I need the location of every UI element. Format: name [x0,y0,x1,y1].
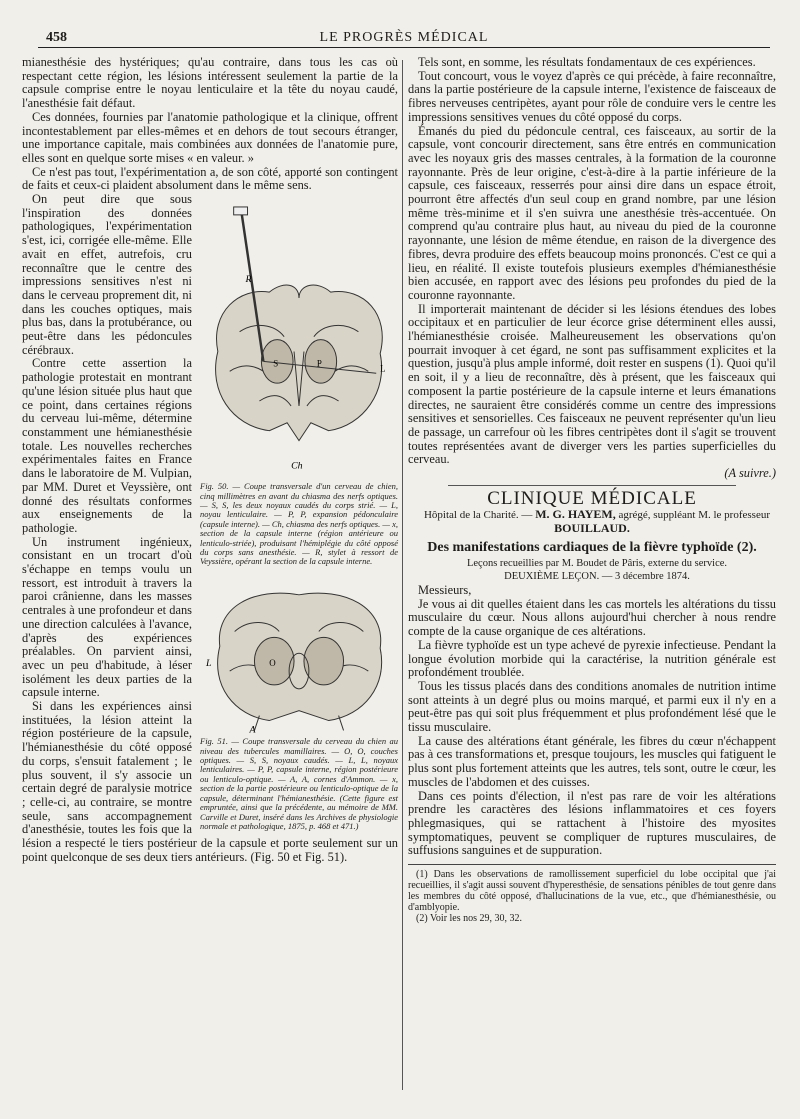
left-paragraph: On peut dire que sous l'inspiration des données pathologiques, l'expérimentation s'est, ici, corrigée elle-même. Elle avait en effet, autrefois, cru reconnaître que le centre des impressions sensitives n'est ni dans le cerveau proprement dit, ni dans les couches optiques, mais plus bas, dans la protubérance, ou peut-être dans les pédoncules cérébraux. [22,192,192,357]
figure-50 [200,203,398,567]
to-be-continued: (A suivre.) [724,466,776,481]
column-separator [402,60,403,1090]
left-paragraph: Si dans les expériences ainsi instituées, la lésion atteint la région postérieure de la capsule, l'hémianesthésie du côté opposé du corps, s'ensuit fatalement ; le plus souvent, il s'y associe un certain degré de paralysie motrice ; celle-ci, au contraire, se montre seule, sans accompagnement d'anesthésie, toutes les fois que la lésion a respecté le tiers postérieur de la capsule et porte seulement sur un point quelconque de ses deux tiers antérieurs. (Fig. 50 et Fig. 51). [22,699,398,864]
left-paragraph: Ces données, fournies par l'anatomie pathologique et la clinique, offrent incontestablement par elles-mêmes et en dehors de tout secours étranger, une importance capitale, mais combinées aux données de l'anatomie pure, elles sont en quelque sorte mises « en valeur. » [22,109,398,165]
footnote: (2) Voir les nos 29, 30, 32. [416,913,523,925]
label-a: A [249,724,256,736]
professor-name: BOUILLAUD. [554,521,630,536]
physician-name: M. G. HAYEM, [535,506,616,521]
lesson-date: DEUXIÈME LEÇON. — 3 décembre 1874. [504,571,690,583]
lesson-paragraph: La fièvre typhoïde est un type achevé de pyrexie infectieuse. Pendant la longue évolution morbide qui la caractérise, la nutrition générale est profondément troublée. [408,637,776,680]
right-paragraph: Tout concourt, vous le voyez d'après ce qui précède, à faire reconnaître, dans la partie postérieure de la capsule interne, l'existence de faisceaux de fibres nerveuses centripètes, ayant pour rôle de conduire vers le centre les impressions sensitives venues du côté opposé du corps. [408,68,776,124]
running-header [38,26,770,48]
lesson-paragraph: Tous les tissus placés dans des conditions anomales de nutrition intime sont atteints à un degré plus ou moins marqué, et parmi eux il n'y en a peut-être pas qui soit plus fréquemment et plus profondément lésé que le tissu musculaire. [408,678,776,735]
label-s: S [273,358,279,369]
lesson-paragraph: Je vous ai dit quelles étaient dans les cas mortels les altérations du tissu musculaire du cœur. Nous allons aujourd'hui chercher à nous rendre compte de la cause organique de ces altérations. [408,596,776,639]
right-paragraph: Tels sont, en somme, les résultats fondamentaux de ces expériences. [418,55,756,69]
right-paragraph: Il importerait maintenant de décider si les lésions étendues des lobes occipitaux et en particulier de leur écorce grise déterminent elles aussi, l'hémianesthésie croisée. Malheureusement les observations qu'on pourrait invoquer à cet égard, ne sont pas suffisamment explicites et la question, jusqu'à plus ample informé, doit rester en suspens (1). Quoi qu'il en soit, il y a lieu de reconnaître, dès à présent, que les faisceaux qui composent la partie postérieure de la capsule interne et leurs émanations directes, ne sauraient être considérés comme un centre des impressions sensitives et sensorielles. Ces faisceaux ne peuvent représenter qu'un lieu de passage, un carrefour où les fibres centripètes dont il s'agit se trouvent toutes représentées avant de diverger vers les parties superficielles du cerveau. [408,301,776,467]
figure-51-caption: Fig. 51. — Coupe transversale du cerveau du chien au niveau des tubercules mamillaires. — O, O, couches optiques. — S, S, noyaux caudés. — L, L, noyaux lenticulaires. — P, P, capsule interne, région postérieure ou lenticulo-optique. — A, A, cornes d'Ammon. — x, section de la partie postérieure ou lenticulo-optique de la capsule, déterminant l'hémianesthésie. (Cette figure est empruntée, ainsi que la précédente, au mémoire de MM. Carville et Duret, inséré dans les Archives de physiologie normale et pathologique, 1875, p. 468 et 471.) [200,736,398,831]
label-l: L [205,657,212,669]
hospital-line [408,508,776,537]
label-l: L [380,363,386,374]
lesson-paragraph: Dans ces points d'élection, il n'est pas rare de voir les altérations prendre les caractères des lésions inflammatoires et ces foyers phlegmasiques, qui se rattachent à l'histoire des myosites symptomatiques, peuvent se compliquer de ruptures musculaires, de suffusions sanguines et de suppuration. [408,788,776,858]
hospital-suffix: agrégé, suppléant M. le professeur [618,508,771,521]
lesson-recorder: Leçons recueillies par M. Boudet de Pâris, externe du service. [466,557,728,569]
label-r: R [245,274,252,286]
page-number: 458 [46,30,67,45]
salutation: Messieurs, [418,583,472,598]
footnote: (1) Dans les observations de ramollissement superficiel du lobe occipital que j'ai recueillies, il s'agit aussi souvent d'hyperesthésie, de sensations pénibles de tout genre dans les membres du côté opposé, d'hallucinations de la vue, etc., que d'hémianesthésie, ou d'amblyopie. [408,869,776,914]
figure-51 [200,577,398,831]
right-paragraph: Émanés du pied du pédoncule central, ces faisceaux, au sortir de la capsule, vont concourir directement, sans être entrés en communication avec les noyaux gris des masses centrales, à la formation de la couronne rayonnante. Près de leur origine, c'est-à-dire à la partie inférieure de la capsule, ces faisceaux, resserrés pour ainsi dire dans un espace étroit, pourront être affectés d'un seul coup en grand nombre, par une lésion même très-minime et il s'en suivra une anesthésie très-accentuée. On comprend qu'au contraire plus haut, au niveau du pied de la couronne rayonnante, une lésion de même étendue, en raison de la divergence des fibres, devra produire des effets beaucoup moins prononcés. C'est ce qui a lieu, en réalité. Il existe toutefois plusieurs exemples d'hémianesthésie bien accusée, en rapport avec des lésions peu profondes du pied de la couronne rayonnante. [408,123,776,302]
label-p: P [316,358,322,369]
figure-50-caption: Fig. 50. — Coupe transversale d'un cerveau de chien, cinq millimètres en avant du chiasma des nerfs optiques. — S, S, les deux noyaux caudés du corps strié. — L, noyau lenticulaire. — P, P, expansion pédonculaire (capsule interne). — Ch, chiasma des nerfs optiques. — x, section de la capsule interne (région antérieure ou lenticulo-striée), produisant l'hémiplégie du côté opposé du corps sans anesthésie. — R, stylet à ressort de Veyssière, opérant la section de la capsule interne. [200,481,398,567]
journal-title: LE PROGRÈS MÉDICAL [319,30,489,45]
label-ch: Ch [291,460,303,472]
header-rule [38,47,770,48]
left-paragraph: mianesthésie des hystériques; qu'au contraire, dans tous les cas où respectant cette région, les lésions intéressent seulement la partie de la capsule comprise entre le noyau lenticulaire et la tête du noyau caudé, l'anesthésie fait défaut. [22,55,398,111]
brain-section-figure-51 [200,577,398,735]
lesson-paragraph: La cause des altérations étant générale, les fibres du cœur n'échappent pas à ces transformations et, presque toujours, les muscles qui fatiguent le plus sont plus fortement atteints que les autres, tels sont, outre le cœur, les muscles de l'abdomen et des cuisses. [408,733,776,789]
right-column [408,56,776,1106]
brain-section-figure-50 [200,203,398,480]
left-paragraph: Contre cette assertion la pathologie protestait en montrant qu'une lésion située plus haut que ce point, dans certaines régions du cerveau lui-même, détermine constamment une hémianesthésie totale. Les nouvelles recherches expérimentales faites en France dans le laboratoire de M. Vulpian, par MM. Duret et Veyssière, ont donné des résultats conformes aux enseignements de la pathologie. [22,356,192,535]
lesson-title: Des manifestations cardiaques de la fièvre typhoïde (2). [427,539,757,555]
label-o: O [269,657,276,668]
hospital-prefix: Hôpital de la Charité. — [423,508,533,521]
section-heading: CLINIQUE MÉDICALE [487,487,697,509]
left-column [22,56,398,1056]
left-paragraph: Ce n'est pas tout, l'expérimentation a, de son côté, apporté son contingent de faits et ceux-ci plaident absolument dans le même sens. [22,164,398,193]
footnotes [408,864,776,924]
section-rule [448,485,736,486]
left-paragraph: Un instrument ingénieux, consistant en un trocart d'où s'échappe en temps voulu un ressort, est introduit à travers la paroi crânienne, dans les masses centrales à une profondeur et dans une direction calculées à l'avance, d'après des expériences préalables. On parvient ainsi, avec un peu d'habitude, à léser isolément les deux parties de la capsule interne. [22,534,192,700]
